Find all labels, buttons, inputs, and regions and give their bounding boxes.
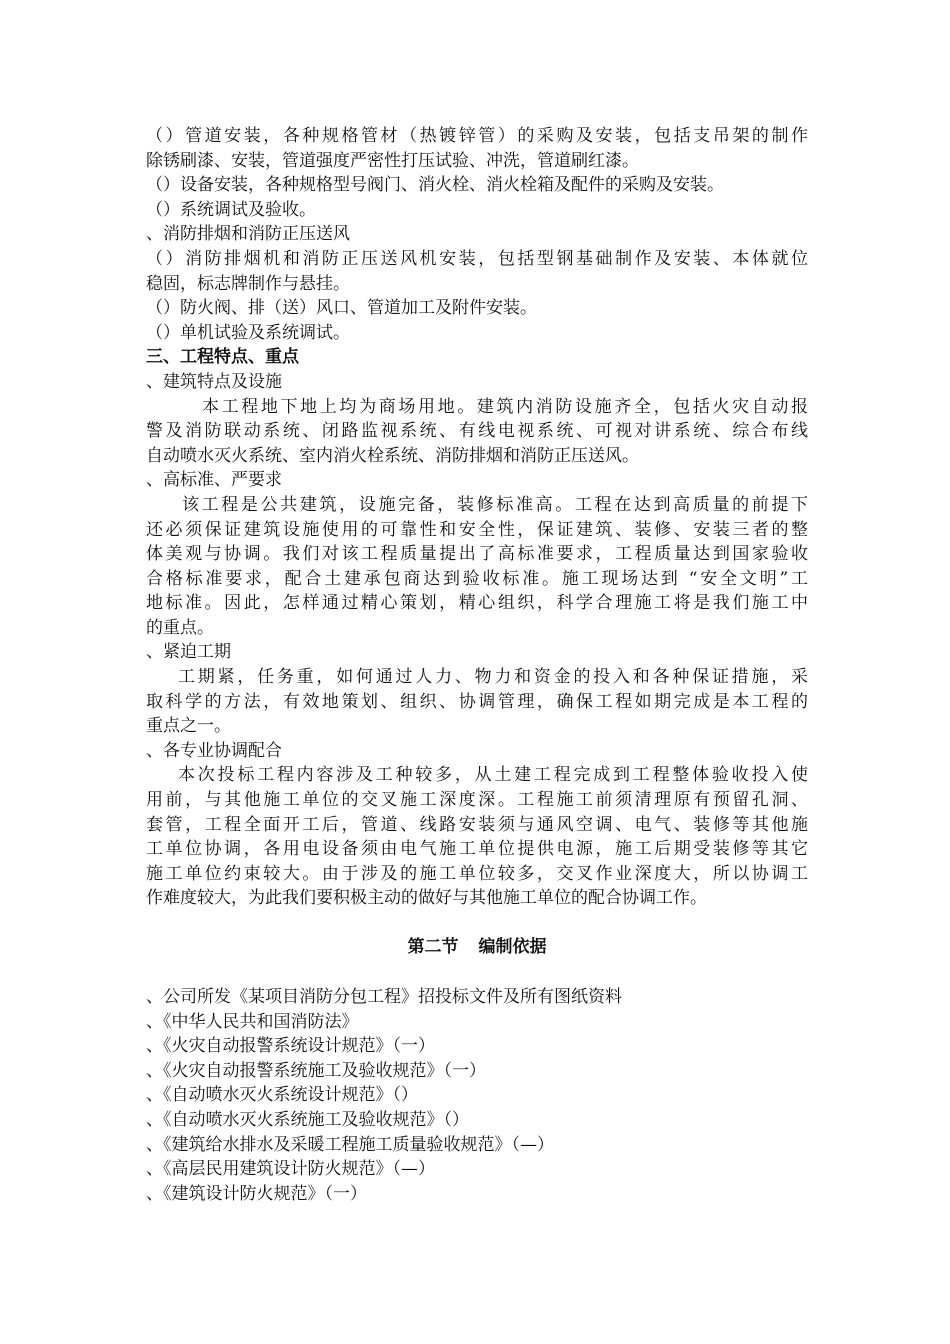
text-line: 稳固，标志牌制作与悬挂。 <box>146 273 350 294</box>
list-item: 、《自动喷水灭火系统设计规范》（） <box>146 1085 418 1106</box>
paragraph-line: 体美观与协调。我们对该工程质量提出了高标准要求，工程质量达到国家验收 <box>146 544 808 565</box>
paragraph-line: 工期紧，任务重，如何通过人力、物力和资金的投入和各种保证措施，采 <box>178 667 808 688</box>
project-features-section <box>146 345 808 911</box>
section-heading: 三、工程特点、重点 <box>146 347 299 368</box>
text-line: （）设备安装，各种规格型号阀门、消火栓、消火栓箱及配件的采购及安装。 <box>146 175 724 196</box>
list-item: 、《自动喷水灭火系统施工及验收规范》（） <box>146 1109 469 1130</box>
section-title-basis <box>146 935 808 959</box>
paragraph-line: 还必须保证建筑设施使用的可靠性和安全性，保证建筑、装修、安装三者的整 <box>146 519 808 540</box>
text-line: （）防火阀、排（送）风口、管道加工及附件安装。 <box>146 298 537 319</box>
list-item: 、《建筑设计防火规范》（一） <box>146 1183 367 1204</box>
paragraph-line: 工单位协调，各用电设备须由电气施工单位提供电源，施工后期受装修等其它 <box>146 839 808 860</box>
list-item: 、公司所发《某项目消防分包工程》招投标文件及所有图纸资料 <box>146 987 622 1007</box>
subheading-coordination: 、各专业协调配合 <box>146 740 282 761</box>
text-line: （）消防排烟机和消防正压送风机安装，包括型钢基础制作及安装、本体就位 <box>146 248 808 269</box>
installation-scope-list <box>146 124 808 345</box>
paragraph-line: 的重点。 <box>146 617 214 638</box>
paragraph-line: 重点之一。 <box>146 716 231 737</box>
paragraph-line: 该工程是公共建筑，设施完备，装修标准高。工程在达到高质量的前提下 <box>182 494 808 515</box>
section-name: 编制依据 <box>478 937 547 957</box>
paragraph-line: 本工程地下地上均为商场用地。建筑内消防设施齐全，包括火灾自动报 <box>202 396 808 417</box>
text-line: 除锈刷漆、安装，管道强度严密性打压试验、冲洗，管道刷红漆。 <box>146 150 639 171</box>
text-line: （）系统调试及验收。 <box>146 199 316 220</box>
section-number: 第二节 <box>407 937 459 957</box>
paragraph-line: 套管，工程全面开工后，管道、线路安装须与通风空调、电气、装修等其他施 <box>146 814 808 835</box>
text-line: （）单机试验及系统调试。 <box>146 322 350 343</box>
paragraph-line: 自动喷水灭火系统、室内消火栓系统、消防排烟和消防正压送风。 <box>146 445 639 466</box>
paragraph-line: 合格标准要求，配合土建承包商达到验收标准。施工现场达到 “安全文明”工 <box>146 568 808 589</box>
subheading-tight-schedule: 、紧迫工期 <box>146 642 231 663</box>
paragraph-line: 警及消防联动系统、闭路监视系统、有线电视系统、可视对讲系统、综合布线 <box>146 421 808 442</box>
paragraph-line: 地标准。因此，怎样通过精心策划，精心组织，科学合理施工将是我们施工中 <box>146 593 808 614</box>
paragraph-line: 用前，与其他施工单位的交叉施工深度深。工程施工前须清理原有预留孔洞、 <box>146 790 808 811</box>
list-item: 、《中华人民共和国消防法》 <box>146 1011 359 1032</box>
paragraph-line: 施工单位约束较大。由于涉及的施工单位较多，交叉作业深度大，所以协调工 <box>146 863 808 884</box>
paragraph-line: 取科学的方法，有效地策划、组织、协调管理，确保工程如期完成是本工程的 <box>146 691 808 712</box>
list-item: 、《火灾自动报警系统设计规范》（一） <box>146 1036 435 1057</box>
list-item: 、《火灾自动报警系统施工及验收规范》（一） <box>146 1060 486 1081</box>
paragraph-line: 本次投标工程内容涉及工种较多，从土建工程完成到工程整体验收投入使 <box>178 765 808 786</box>
document-page <box>146 124 808 1206</box>
subheading-building-features: 、建筑特点及设施 <box>146 371 282 392</box>
basis-reference-list <box>146 985 808 1206</box>
list-item: 、《高层民用建筑设计防火规范》（—） <box>146 1159 435 1180</box>
list-item: 、《建筑给水排水及采暖工程施工质量验收规范》（—） <box>146 1134 554 1155</box>
text-line: （）管道安装，各种规格管材（热镀锌管）的采购及安装，包括支吊架的制作 <box>146 126 808 146</box>
subheading-smoke-exhaust: 、消防排烟和消防正压送风 <box>146 224 350 245</box>
subheading-high-standards: 、高标准、严要求 <box>146 470 282 491</box>
paragraph-line: 作难度较大，为此我们要积极主动的做好与其他施工单位的配合协调工作。 <box>146 888 707 909</box>
